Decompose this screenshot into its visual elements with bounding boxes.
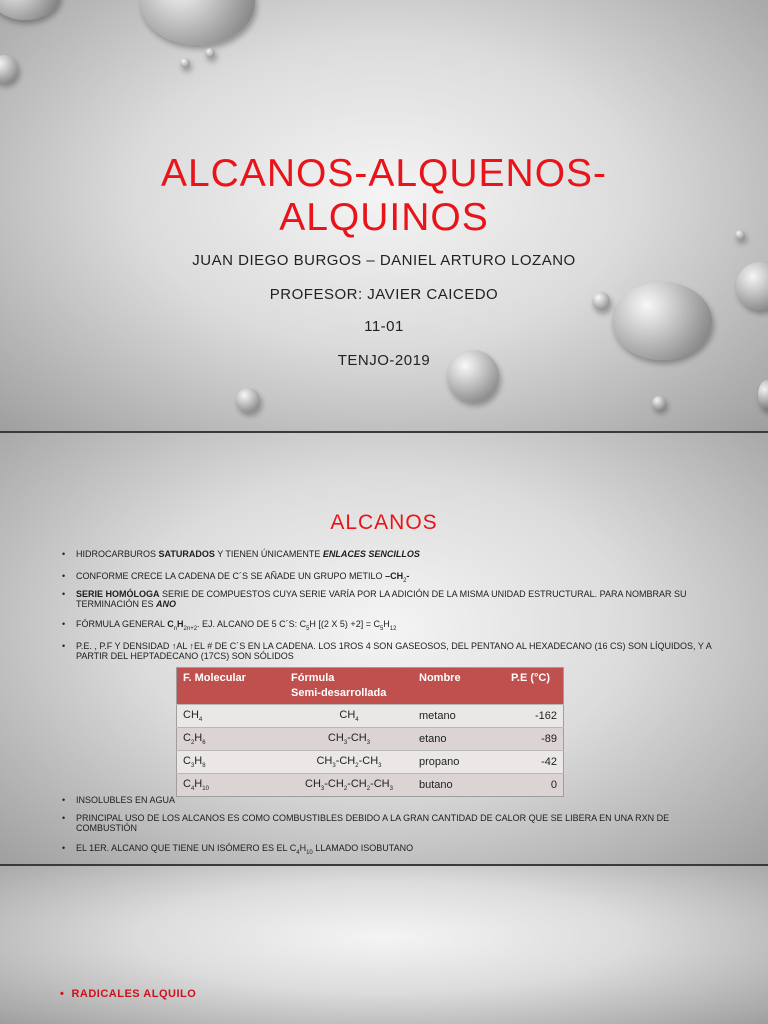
molecular-formula-cell: $C_4H_{10}$ xyxy=(177,774,286,797)
title-slide xyxy=(0,0,768,431)
water-drop-decoration xyxy=(140,0,255,45)
teacher-text: PROFESOR: JAVIER CAICEDO xyxy=(269,286,499,303)
molecular-formula-cell: $C_3H_8$ xyxy=(177,751,286,774)
table-row xyxy=(177,705,564,728)
bullet-item: • SERIE HOMÓLOGA SERIE DE COMPUESTOS CUYA SERIE VARÍA POR LA ADICIÓN DE LA MISMA UNIDAD ESTRUCTURAL. PARA NOMBRAR SU TERMINACIÓN ES ANO xyxy=(62,589,722,609)
title-line-1: ALCANOS-ALQUENOS- xyxy=(160,152,608,195)
column-header: F. Molecular xyxy=(177,668,286,705)
bullet-item: • HIDROCARBUROS SATURADOS Y TIENEN ÚNICAMENTE ENLACES SENCILLOS xyxy=(62,549,722,559)
semi-formula-cell: $CH_4$ xyxy=(285,705,413,728)
name-cell: metano xyxy=(413,705,505,728)
authors-text: JUAN DIEGO BURGOS – DANIEL ARTURO LOZANO xyxy=(192,252,576,269)
table-row xyxy=(177,751,564,774)
bullet-item: • INSOLUBLES EN AGUA xyxy=(62,795,722,805)
bullet-item: • PRINCIPAL USO DE LOS ALCANOS ES COMO COMBUSTIBLES DEBIDO A LA GRAN CANTIDAD DE CALOR QUE SE LIBERA EN UNA RXN DE COMBUSTIÓN xyxy=(62,813,722,833)
presentation-title xyxy=(0,152,768,240)
name-cell: propano xyxy=(413,751,505,774)
water-drop-decoration xyxy=(180,58,190,68)
radicales-label: RADICALES ALQUILO xyxy=(71,988,197,1000)
semi-formula-cell: $CH_3-CH_2-CH_2-CH_3$ xyxy=(285,774,413,797)
boiling-point-cell: -89 xyxy=(505,728,564,751)
water-drop-decoration xyxy=(205,48,215,58)
column-header: Nombre xyxy=(413,668,505,705)
water-drop-decoration xyxy=(236,388,260,412)
place-year-text: TENJO-2019 xyxy=(337,352,431,369)
molecular-formula-cell: $CH_4$ xyxy=(177,705,286,728)
table-row xyxy=(177,728,564,751)
molecular-formula-cell: $C_2H_6$ xyxy=(177,728,286,751)
column-header: Fórmula Semi-desarrollada xyxy=(285,668,413,705)
title-line-2: ALQUINOS xyxy=(279,196,489,239)
bullet-item: • FÓRMULA GENERAL $C_nH_{2n+2}$. EJ. ALCANO DE 5 C´S: $C_5H$ [(2 X $5) +2] = C_5H_{12}$ xyxy=(62,619,722,634)
bullet-item: • P.E. , P.F Y DENSIDAD ↑AL ↑EL # DE C´S EN LA CADENA. LOS 1ROS 4 SON GASEOSOS, DEL PENTANO AL HEXADECANO (16 CS) SON LÍQUIDOS, Y A PARTIR DEL HEPTADECANO (17CS) SON SÓLIDOS xyxy=(62,641,722,661)
water-drop-decoration xyxy=(0,55,18,83)
group-text: 11-01 xyxy=(364,318,404,335)
column-header: P.E (°C) xyxy=(505,668,564,705)
boiling-point-cell: -42 xyxy=(505,751,564,774)
name-cell: etano xyxy=(413,728,505,751)
boiling-point-cell: -162 xyxy=(505,705,564,728)
semi-formula-cell: $CH_3-CH_2-CH_3$ xyxy=(285,751,413,774)
alkanes-table xyxy=(176,667,564,797)
radicales-slide xyxy=(0,866,768,1024)
bullet-item: • EL 1ER. ALCANO QUE TIENE UN ISÓMERO ES EL $C_4H_{10}$ LLAMADO ISOBUTANO xyxy=(62,843,722,858)
water-drop-decoration xyxy=(0,0,60,20)
semi-formula-cell: $CH_3-CH_3$ xyxy=(285,728,413,751)
water-drop-decoration xyxy=(652,396,666,410)
boiling-point-cell: 0 xyxy=(505,774,564,797)
table-header-row xyxy=(177,668,564,705)
slide-title: ALCANOS xyxy=(330,511,438,534)
table-row xyxy=(177,774,564,797)
bullet-item: • CONFORME CRECE LA CADENA DE C´S SE AÑADE UN GRUPO METILO $-CH_2-$ xyxy=(62,571,722,586)
water-drop-decoration xyxy=(758,380,768,410)
bullet-item: • RADICALES ALQUILO xyxy=(60,988,197,1000)
alcanos-slide xyxy=(0,433,768,864)
name-cell: butano xyxy=(413,774,505,797)
